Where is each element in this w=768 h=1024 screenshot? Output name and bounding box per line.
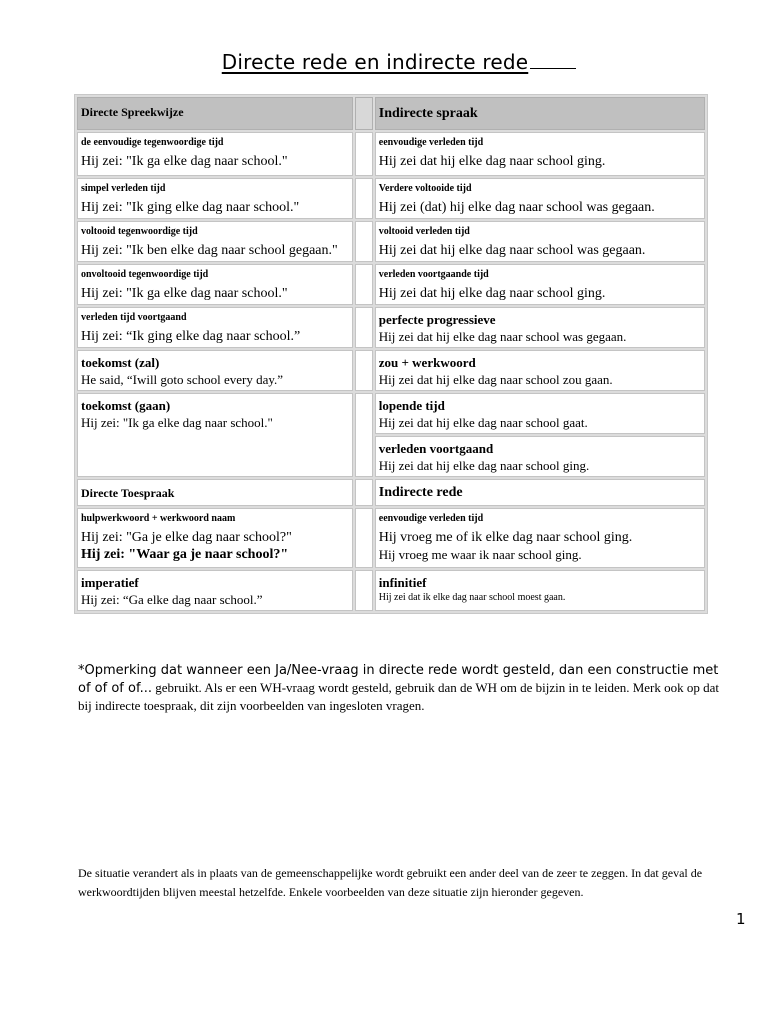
tense-label: toekomst (gaan) (81, 398, 171, 413)
tense-label: de eenvoudige tegenwoordige tijd (81, 137, 224, 148)
example-sentence: Hij vroeg me of ik elke dag naar school ging. (378, 530, 633, 545)
table-row (77, 307, 705, 348)
example-sentence: Hij zei dat hij elke dag naar school ging. (378, 458, 590, 473)
tense-label: eenvoudige verleden tijd (378, 137, 484, 148)
table-subheader-row (77, 479, 705, 506)
example-sentence: Hij zei dat hij elke dag naar school was gegaan. (378, 243, 646, 258)
tense-label: verleden voortgaand (378, 441, 494, 456)
tense-label: verleden tijd voortgaand (81, 312, 187, 323)
example-sentence: Hij zei: "Ik ga elke dag naar school." (81, 154, 288, 169)
example-sentence: Hij vroeg me waar ik naar school ging. (378, 547, 582, 562)
table-row (77, 221, 705, 262)
example-sentence: Hij zei: "Waar ga je naar school?" (81, 547, 289, 562)
example-sentence: Hij zei dat hij elke dag naar school ging. (378, 286, 606, 301)
table-row (77, 264, 705, 305)
tense-label: Verdere voltooide tijd (378, 183, 472, 194)
example-sentence: Hij zei: "Ik ga elke dag naar school." (81, 415, 273, 430)
page-number: 1 (736, 910, 746, 928)
table-row (77, 570, 705, 611)
tense-label: simpel verleden tijd (81, 183, 166, 194)
tense-label: imperatief (81, 575, 139, 590)
subheader-right: Indirecte rede (378, 485, 463, 500)
title-underline (530, 50, 576, 69)
example-sentence: Hij zei dat hij elke dag naar school ging. (378, 154, 606, 169)
example-sentence: Hij zei dat hij elke dag naar school zou gaan. (378, 372, 613, 387)
subheader-left: Directe Toespraak (81, 486, 175, 500)
tense-label: voltooid tegenwoordige tijd (81, 226, 198, 237)
tense-label: onvoltooid tegenwoordige tijd (81, 269, 209, 280)
example-sentence: Hij zei dat ik elke dag naar school moest gaan. (378, 592, 566, 603)
note-paragraph: *Opmerking dat wanneer een Ja/Nee-vraag in directe rede wordt gesteld, dan een constructie met of of of of... gebruikt. Als er een WH-vraag wordt gesteld, gebruik dan de WH om de bijzin in te leiden. Merk ook op dat bij indirecte toespraak, dit zijn voorbeelden van ingesloten vragen. (78, 663, 720, 713)
tense-label: toekomst (zal) (81, 355, 160, 370)
example-sentence: Hij zei: “Ik ging elke dag naar school.” (81, 329, 301, 344)
header-left: Directe Spreekwijze (77, 97, 353, 130)
example-sentence: Hij zei dat hij elke dag naar school was gegaan. (378, 329, 627, 344)
tense-label: eenvoudige verleden tijd (378, 513, 484, 524)
example-sentence: Hij zei dat hij elke dag naar school gaat. (378, 415, 588, 430)
example-sentence: He said, “Iwill goto school every day.” (81, 372, 284, 387)
tense-label: perfecte progressieve (378, 312, 496, 327)
tense-label: hulpwerkwoord + werkwoord naam (81, 513, 236, 524)
example-sentence: Hij zei: "Ik ben elke dag naar school gegaan." (81, 243, 338, 258)
example-sentence: Hij zei (dat) hij elke dag naar school was gegaan. (378, 200, 655, 215)
table-row (77, 132, 705, 176)
example-sentence: Hij zei: "Ga je elke dag naar school?" (81, 530, 292, 545)
situation-paragraph: De situatie verandert als in plaats van de gemeenschappelijke wordt gebruikt een ander deel van de zeer te zeggen. In dat geval de werkwoordtijden blijven meestal hetzelfde. Enkele voorbeelden van deze situatie zijn hieronder gegeven. (78, 866, 703, 899)
table-row (77, 350, 705, 391)
tense-label: voltooid verleden tijd (378, 226, 470, 237)
header-right: Indirecte spraak (375, 97, 705, 130)
table-header-row (77, 97, 705, 130)
example-sentence: Hij zei: “Ga elke dag naar school.” (81, 592, 263, 607)
tense-label: infinitief (378, 575, 427, 590)
table-row (77, 178, 705, 219)
table-row (77, 508, 705, 568)
table-row (77, 393, 705, 434)
page-title: Directe rede en indirecte rede (0, 50, 768, 74)
tense-label: zou + werkwoord (378, 355, 476, 370)
example-sentence: Hij zei: "Ik ging elke dag naar school." (81, 200, 300, 215)
tense-table (74, 94, 708, 614)
example-sentence: Hij zei: "Ik ga elke dag naar school." (81, 286, 288, 301)
tense-label: verleden voortgaande tijd (378, 269, 489, 280)
tense-label: lopende tijd (378, 398, 445, 413)
